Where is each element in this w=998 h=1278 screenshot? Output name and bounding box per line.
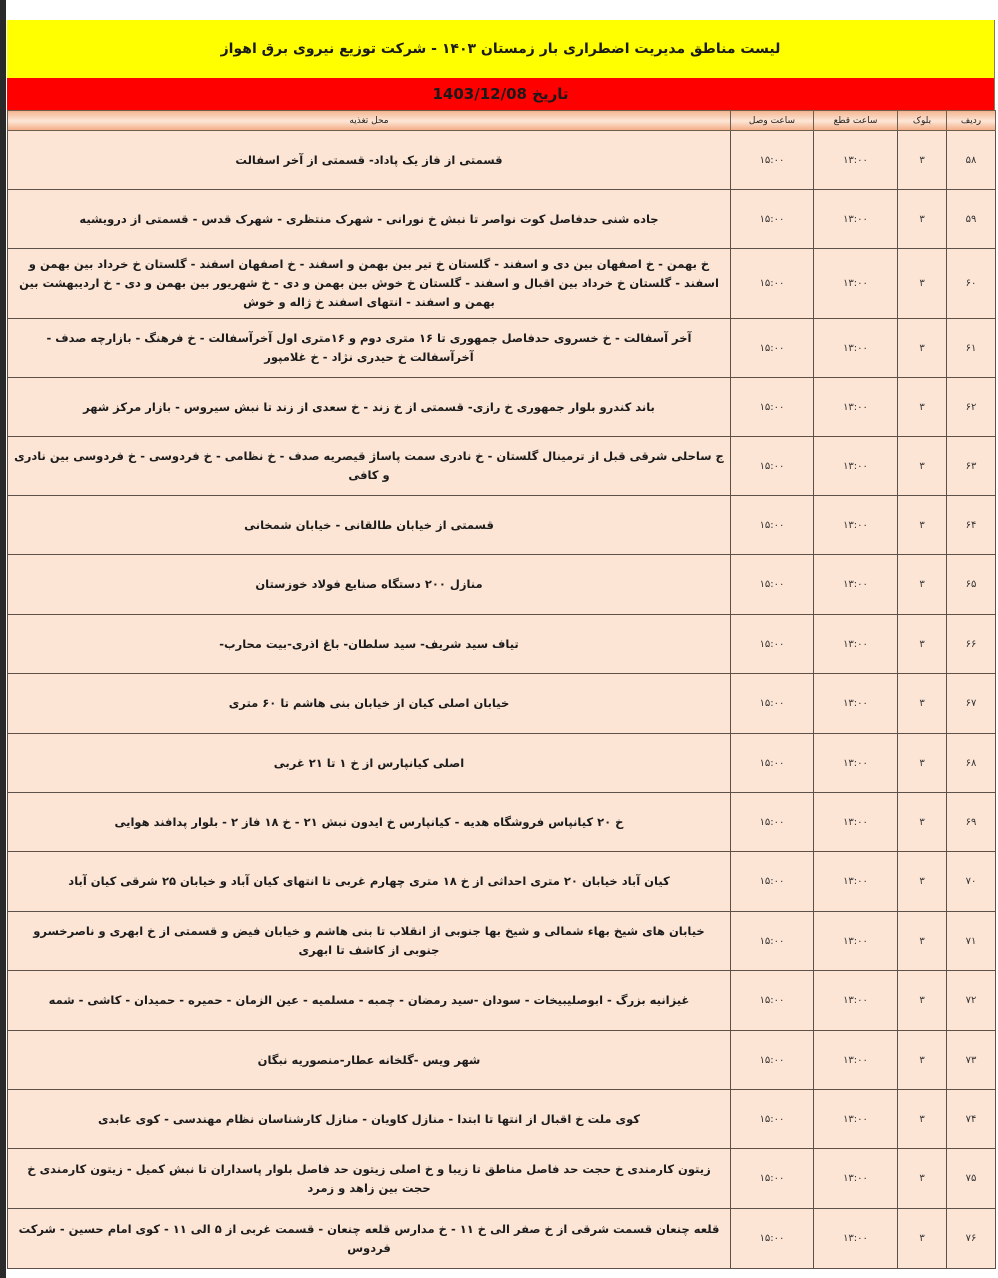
cut-time-cell: ۱۳:۰۰ — [814, 555, 898, 615]
location-cell: شهر ویس -گلخانه عطار-منصوریه نبگان — [8, 1031, 731, 1090]
cut-time-cell: ۱۳:۰۰ — [814, 1090, 898, 1149]
table-row — [8, 793, 996, 852]
location-cell: ج ساحلی شرقی قبل از ترمینال گلستان - خ نادری سمت پاساژ قیصریه صدف - خ نظامی - خ فردوسی - خ فردوسی بین نادری و کافی — [8, 437, 731, 496]
column-header-row-number: ردیف — [947, 111, 996, 131]
row-number-cell: ۶۲ — [947, 378, 996, 437]
block-cell: ۳ — [898, 912, 947, 971]
cut-time-cell: ۱۳:۰۰ — [814, 319, 898, 378]
table-row — [8, 496, 996, 555]
block-cell: ۳ — [898, 249, 947, 319]
location-cell: غیزانیه بزرگ - ابوصلیبیخات - سودان -سید رمضان - چمبه - مسلمیه - عین الزمان - حمیره - حمیدان - کاشی - شمه — [8, 971, 731, 1031]
column-header-block: بلوک — [898, 111, 947, 131]
row-number-cell: ۷۳ — [947, 1031, 996, 1090]
reconnect-time-cell: ۱۵:۰۰ — [731, 1031, 814, 1090]
title-banner — [7, 20, 995, 78]
cut-time-cell: ۱۳:۰۰ — [814, 971, 898, 1031]
reconnect-time-cell: ۱۵:۰۰ — [731, 1149, 814, 1209]
cut-time-cell: ۱۳:۰۰ — [814, 496, 898, 555]
table-row — [8, 249, 996, 319]
location-cell: کیان آباد خیابان ۲۰ متری احداثی از خ ۱۸ متری چهارم غربی تا انتهای کیان آباد و خیابان ۲۵ شرقی کیان آباد — [8, 852, 731, 912]
block-cell: ۳ — [898, 793, 947, 852]
cut-time-cell: ۱۳:۰۰ — [814, 1209, 898, 1269]
reconnect-time-cell: ۱۵:۰۰ — [731, 734, 814, 793]
row-number-cell: ۶۵ — [947, 555, 996, 615]
location-cell: خ بهمن - خ اصفهان بین دی و اسفند - گلستان خ تیر بین بهمن و اسفند - خ اصفهان اسفند - گلستان خ خرداد بین بهمن و اسفند - گلستان خ خرداد بین اقبال و اسفند - گلستان خ خوش بین بهمن و دی - خ شهریور بین بهمن و دی - خ اردیبهشت بین بهمن و اسفند - انتهای اسفند خ ژاله و خوش — [8, 249, 731, 319]
column-header-location: محل تغذیه — [8, 111, 731, 131]
table-row — [8, 1209, 996, 1269]
block-cell: ۳ — [898, 971, 947, 1031]
row-number-cell: ۶۹ — [947, 793, 996, 852]
reconnect-time-cell: ۱۵:۰۰ — [731, 555, 814, 615]
location-cell: باند کندرو بلوار جمهوری خ رازی- قسمتی از خ زند - خ سعدی از زند تا نبش سیروس - بازار مرکز شهر — [8, 378, 731, 437]
block-cell: ۳ — [898, 1209, 947, 1269]
cut-time-cell: ۱۳:۰۰ — [814, 437, 898, 496]
table-row — [8, 1031, 996, 1090]
block-cell: ۳ — [898, 555, 947, 615]
location-cell: منازل ۲۰۰ دستگاه صنایع فولاد خوزستان — [8, 555, 731, 615]
reconnect-time-cell: ۱۵:۰۰ — [731, 674, 814, 734]
location-cell: زیتون کارمندی خ حجت حد فاصل مناطق تا زیبا و خ اصلی زیتون حد فاصل بلوار پاسداران تا نبش کمیل - زیتون کارمندی خ حجت بین زاهد و زمرد — [8, 1149, 731, 1209]
reconnect-time-cell: ۱۵:۰۰ — [731, 319, 814, 378]
block-cell: ۳ — [898, 674, 947, 734]
table-row — [8, 1090, 996, 1149]
row-number-cell: ۷۰ — [947, 852, 996, 912]
reconnect-time-cell: ۱۵:۰۰ — [731, 249, 814, 319]
table-row — [8, 555, 996, 615]
block-cell: ۳ — [898, 496, 947, 555]
left-edge-bar — [0, 0, 6, 1278]
row-number-cell: ۷۴ — [947, 1090, 996, 1149]
cut-time-cell: ۱۳:۰۰ — [814, 190, 898, 249]
cut-time-cell: ۱۳:۰۰ — [814, 912, 898, 971]
row-number-cell: ۶۴ — [947, 496, 996, 555]
location-cell: کوی ملت خ اقبال از انتها تا ابتدا - منازل کاویان - منازل کارشناسان نظام مهندسی - کوی عابدی — [8, 1090, 731, 1149]
block-cell: ۳ — [898, 131, 947, 190]
page-title: لیست مناطق مدیریت اضطراری بار زمستان ۱۴۰۳ - شرکت توزیع نیروی برق اهواز — [220, 41, 781, 57]
table-row — [8, 1149, 996, 1209]
block-cell: ۳ — [898, 378, 947, 437]
location-cell: قسمتی از خیابان طالقانی - خیابان شمخانی — [8, 496, 731, 555]
date-label: تاریخ 1403/12/08 — [432, 85, 569, 103]
cut-time-cell: ۱۳:۰۰ — [814, 793, 898, 852]
date-banner — [7, 78, 995, 110]
location-cell: خیابان اصلی کیان از خیابان بنی هاشم تا ۶۰ متری — [8, 674, 731, 734]
table-row — [8, 852, 996, 912]
reconnect-time-cell: ۱۵:۰۰ — [731, 615, 814, 674]
row-number-cell: ۷۶ — [947, 1209, 996, 1269]
cut-time-cell: ۱۳:۰۰ — [814, 615, 898, 674]
location-cell: اصلی کیانپارس از خ ۱ تا ۲۱ غربی — [8, 734, 731, 793]
table-row — [8, 131, 996, 190]
location-cell: تیاف سید شریف- سید سلطان- باغ اذری-بیت محارب- — [8, 615, 731, 674]
outage-table — [7, 110, 996, 1269]
block-cell: ۳ — [898, 852, 947, 912]
table-row — [8, 190, 996, 249]
table-row — [8, 437, 996, 496]
reconnect-time-cell: ۱۵:۰۰ — [731, 971, 814, 1031]
table-row — [8, 674, 996, 734]
cut-time-cell: ۱۳:۰۰ — [814, 378, 898, 437]
location-cell: قلعه چنعان قسمت شرقی از خ صفر الی خ ۱۱ - خ مدارس قلعه چنعان - قسمت غربی از ۵ الی ۱۱ - کوی امام حسین - شرکت فردوس — [8, 1209, 731, 1269]
table-row — [8, 734, 996, 793]
reconnect-time-cell: ۱۵:۰۰ — [731, 378, 814, 437]
block-cell: ۳ — [898, 615, 947, 674]
block-cell: ۳ — [898, 190, 947, 249]
reconnect-time-cell: ۱۵:۰۰ — [731, 131, 814, 190]
location-cell: جاده شنی حدفاصل کوت نواصر تا نبش خ نورانی - شهرک منتظری - شهرک قدس - قسمتی از درویشیه — [8, 190, 731, 249]
reconnect-time-cell: ۱۵:۰۰ — [731, 1209, 814, 1269]
row-number-cell: ۶۸ — [947, 734, 996, 793]
location-cell: آخر آسفالت - خ خسروی حدفاصل جمهوری تا ۱۶ متری دوم و ۱۶متری اول آخرآسفالت - خ فرهنگ - بازارچه صدف - آخرآسفالت خ حیدری نژاد - خ غلامپور — [8, 319, 731, 378]
cut-time-cell: ۱۳:۰۰ — [814, 249, 898, 319]
location-cell: قسمتی از فاز یک پاداد- قسمتی از آخر اسفالت — [8, 131, 731, 190]
block-cell: ۳ — [898, 319, 947, 378]
row-number-cell: ۵۹ — [947, 190, 996, 249]
row-number-cell: ۷۲ — [947, 971, 996, 1031]
reconnect-time-cell: ۱۵:۰۰ — [731, 852, 814, 912]
row-number-cell: ۷۵ — [947, 1149, 996, 1209]
block-cell: ۳ — [898, 1149, 947, 1209]
cut-time-cell: ۱۳:۰۰ — [814, 1031, 898, 1090]
row-number-cell: ۶۶ — [947, 615, 996, 674]
row-number-cell: ۵۸ — [947, 131, 996, 190]
column-header-reconnect-time: ساعت وصل — [731, 111, 814, 131]
reconnect-time-cell: ۱۵:۰۰ — [731, 496, 814, 555]
table-row — [8, 912, 996, 971]
column-header-cut-time: ساعت قطع — [814, 111, 898, 131]
table-row — [8, 319, 996, 378]
reconnect-time-cell: ۱۵:۰۰ — [731, 190, 814, 249]
reconnect-time-cell: ۱۵:۰۰ — [731, 793, 814, 852]
row-number-cell: ۶۳ — [947, 437, 996, 496]
reconnect-time-cell: ۱۵:۰۰ — [731, 437, 814, 496]
outage-schedule-sheet — [7, 20, 995, 1269]
table-row — [8, 378, 996, 437]
cut-time-cell: ۱۳:۰۰ — [814, 674, 898, 734]
row-number-cell: ۶۷ — [947, 674, 996, 734]
table-header-row — [8, 111, 996, 131]
row-number-cell: ۶۱ — [947, 319, 996, 378]
table-row — [8, 615, 996, 674]
block-cell: ۳ — [898, 1090, 947, 1149]
location-cell: خیابان های شیخ بهاء شمالی و شیخ بها جنوبی از انقلاب تا بنی هاشم و خیابان فیض و قسمتی از خ ابهری و ناصرخسرو جنوبی از کاشف تا ابهری — [8, 912, 731, 971]
location-cell: خ ۲۰ کیانپاس فروشگاه هدیه - کیانپارس خ ایدون نبش ۲۱ - خ ۱۸ فاز ۲ - بلوار پدافند هوایی — [8, 793, 731, 852]
reconnect-time-cell: ۱۵:۰۰ — [731, 1090, 814, 1149]
cut-time-cell: ۱۳:۰۰ — [814, 1149, 898, 1209]
table-row — [8, 971, 996, 1031]
row-number-cell: ۷۱ — [947, 912, 996, 971]
block-cell: ۳ — [898, 437, 947, 496]
block-cell: ۳ — [898, 1031, 947, 1090]
reconnect-time-cell: ۱۵:۰۰ — [731, 912, 814, 971]
cut-time-cell: ۱۳:۰۰ — [814, 131, 898, 190]
row-number-cell: ۶۰ — [947, 249, 996, 319]
block-cell: ۳ — [898, 734, 947, 793]
cut-time-cell: ۱۳:۰۰ — [814, 734, 898, 793]
cut-time-cell: ۱۳:۰۰ — [814, 852, 898, 912]
